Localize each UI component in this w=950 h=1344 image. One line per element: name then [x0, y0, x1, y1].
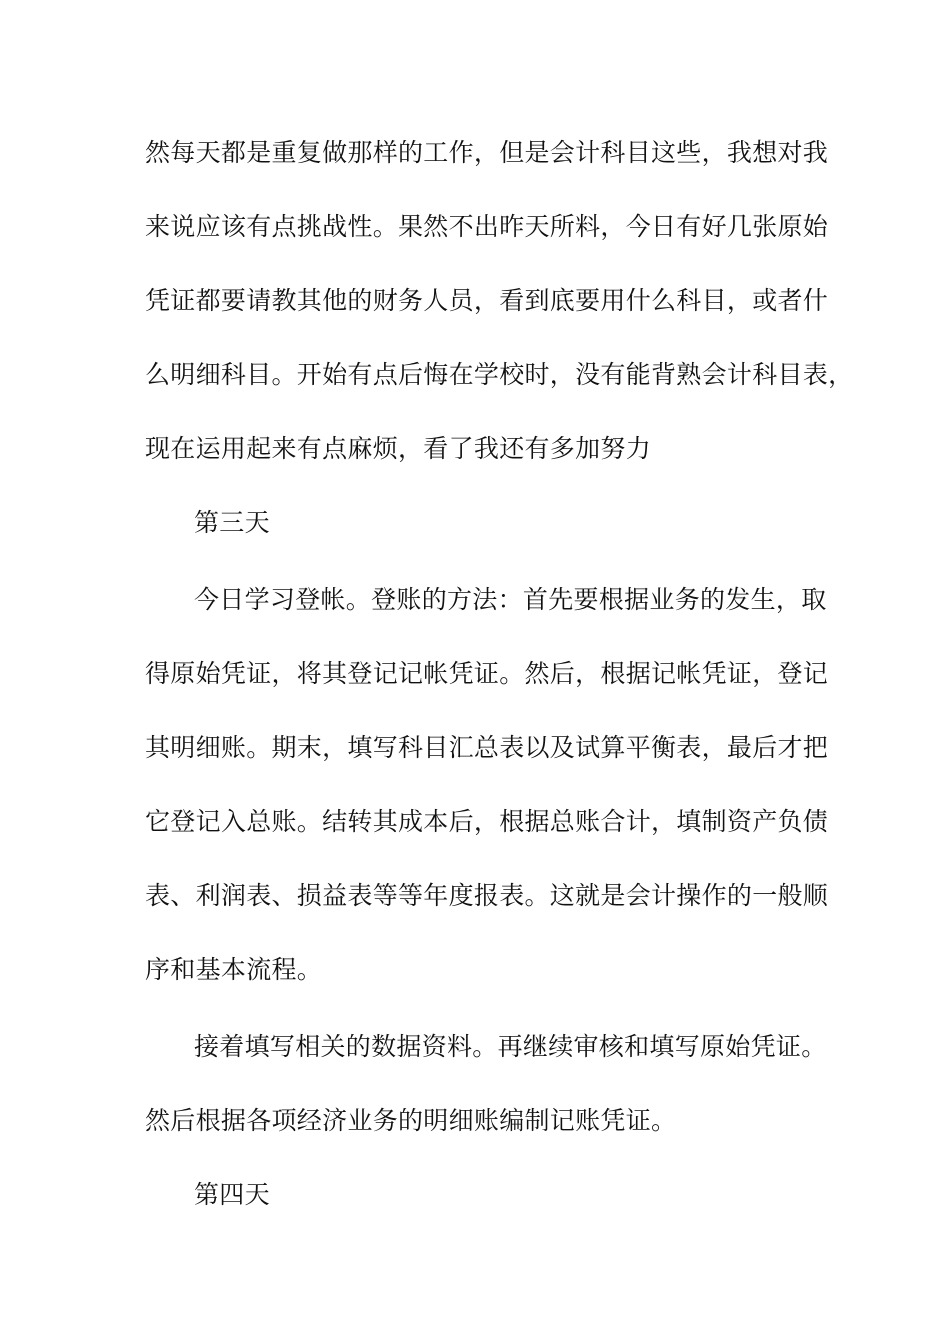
text-line: 今日学习登帐。登账的方法：首先要根据业务的发生，取 — [194, 585, 827, 614]
text-line: 序和基本流程。 — [145, 955, 323, 984]
text-line: 么明细科目。开始有点后悔在学校时，没有能背熟会计科目表， — [145, 360, 854, 389]
text-line: 其明细账。期末，填写科目汇总表以及试算平衡表，最后才把 — [145, 733, 829, 762]
section-heading: 第四天 — [194, 1180, 270, 1209]
text-line: 得原始凭证，将其登记记帐凭证。然后，根据记帐凭证，登记 — [145, 659, 829, 688]
text-line: 来说应该有点挑战性。果然不出昨天所料，今日有好几张原始 — [145, 212, 829, 241]
text-line: 然后根据各项经济业务的明细账编制记账凭证。 — [145, 1106, 677, 1135]
text-line: 现在运用起来有点麻烦，看了我还有多加努力 — [145, 434, 652, 463]
text-line: 接着填写相关的数据资料。再继续审核和填写原始凭证。 — [194, 1032, 827, 1061]
text-line: 然每天都是重复做那样的工作，但是会计科目这些，我想对我 — [145, 138, 829, 167]
text-line: 表、利润表、损益表等等年度报表。这就是会计操作的一般顺 — [145, 881, 829, 910]
text-line: 它登记入总账。结转其成本后，根据总账合计，填制资产负债 — [145, 807, 829, 836]
text-line: 凭证都要请教其他的财务人员，看到底要用什么科目，或者什 — [145, 286, 829, 315]
section-heading: 第三天 — [194, 508, 270, 537]
